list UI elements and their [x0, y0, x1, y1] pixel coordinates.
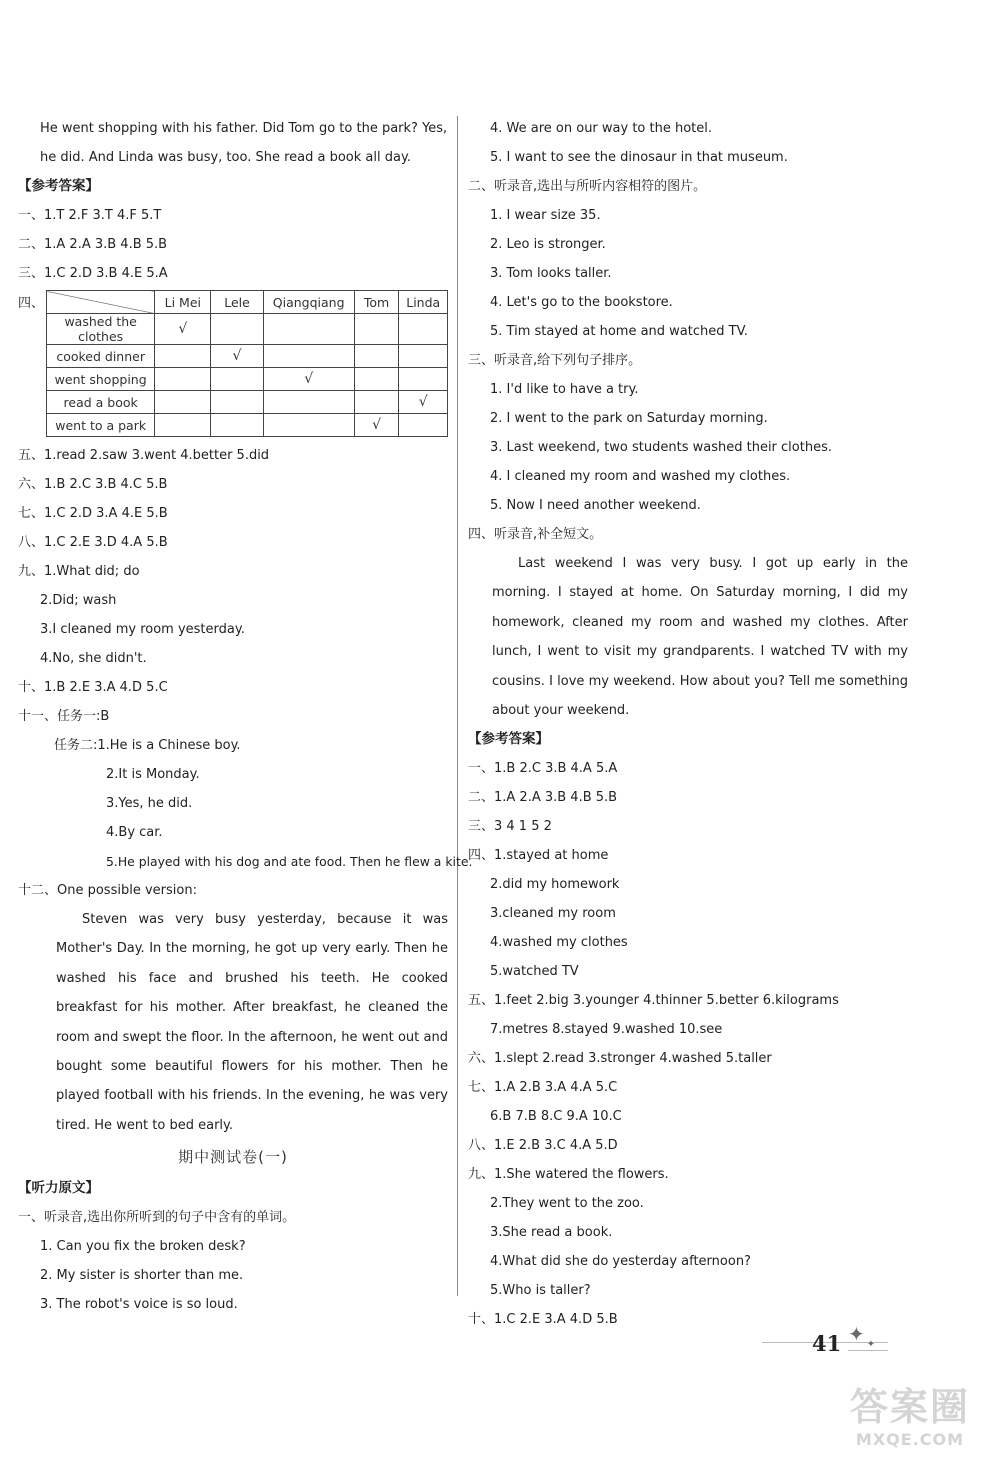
section-four-label: 四、 — [18, 296, 45, 311]
answer-line: 三、1.C 2.D 3.B 4.E 5.A — [18, 266, 168, 281]
table-cell — [155, 345, 211, 368]
answer-subline: 4.washed my clothes — [490, 935, 628, 951]
table-cell — [399, 414, 448, 437]
table-cell — [354, 345, 399, 368]
task-two-line: 3.Yes, he did. — [106, 796, 193, 811]
table-row-label: cooked dinner — [47, 345, 155, 368]
answer-subline: 2.Did; wash — [40, 593, 117, 608]
answer-subline: 6.B 7.B 8.C 9.A 10.C — [490, 1109, 622, 1125]
answer-subline: 5.Who is taller? — [490, 1283, 591, 1299]
listening-item: 2. Leo is stronger. — [490, 237, 606, 252]
table-cell — [155, 414, 211, 437]
answer-line: 二、1.A 2.A 3.B 4.B 5.B — [468, 790, 618, 806]
listening-passage: Last weekend I was very busy. I got up early in the morning. I stayed at home. On Saturday morning, I did my homework, cleaned my room and washed my clothes. After lunch, I went to visit my grandparents. I watched TV with my cousins. I love my weekend. How about you? Tell me something about your weekend. — [492, 556, 908, 719]
table-cell — [263, 345, 354, 368]
answer-line: 九、1.What did; do — [18, 564, 140, 579]
column-divider — [457, 116, 458, 1296]
table-cell: √ — [211, 345, 263, 368]
table-cell — [399, 314, 448, 345]
answer-line: 五、1.read 2.saw 3.went 4.better 5.did — [18, 448, 270, 463]
task-two-line: 4.By car. — [106, 825, 163, 840]
answer-line: 六、1.slept 2.read 3.stronger 4.washed 5.taller — [468, 1051, 772, 1067]
watermark — [830, 1385, 990, 1465]
table-cell — [399, 345, 448, 368]
intro-line: He went shopping with his father. Did Tom go to the park? Yes, — [40, 121, 448, 136]
answer-line: 十、1.B 2.E 3.A 4.D 5.C — [18, 680, 168, 695]
table-row — [47, 314, 448, 345]
table-cell — [354, 368, 399, 391]
answer-subline: 7.metres 8.stayed 9.washed 10.see — [490, 1022, 723, 1038]
table-cell — [211, 368, 263, 391]
sparkle-icon: ✦ $_✦$ — [848, 1322, 876, 1350]
model-essay: Steven was very busy yesterday, because it was Mother's Day. In the morning, he got up very early. Then he washed his face and brushed his teeth. He cooked breakfast for his mother. After breakfast, he cleaned the room and swept the floor. In the afternoon, he went out and bought some beautiful flowers for his mother. Then he played football with his friends. In the evening, he was very tired. He went to bed early. — [56, 912, 448, 1133]
listening-item: 1. Can you fix the broken desk? — [40, 1239, 246, 1255]
midterm-title: 期中测试卷(一) — [178, 1148, 288, 1167]
table-cell: √ — [155, 314, 211, 345]
table-cell — [211, 414, 263, 437]
activity-table — [46, 290, 448, 437]
table-corner — [47, 291, 155, 314]
answer-line: 一、1.B 2.C 3.B 4.A 5.A — [468, 761, 618, 777]
listening-item: 3. Tom looks taller. — [490, 266, 612, 281]
table-cell — [211, 314, 263, 345]
table-cell — [263, 314, 354, 345]
task-two-line: 2.It is Monday. — [106, 767, 200, 782]
table-row — [47, 368, 448, 391]
table-cell — [263, 414, 354, 437]
answer-line: 一、1.T 2.F 3.T 4.F 5.T — [18, 208, 162, 223]
table-header: Qiangqiang — [263, 291, 354, 314]
answers-heading: 【参考答案】 — [18, 178, 99, 194]
answer-line: 二、1.A 2.A 3.B 4.B 5.B — [18, 237, 168, 252]
listening-item: 2. My sister is shorter than me. — [40, 1268, 244, 1284]
answer-subline: 3.cleaned my room — [490, 906, 616, 922]
answer-subline: 5.watched TV — [490, 964, 579, 980]
footer-rule — [848, 1350, 888, 1351]
intro-line: he did. And Linda was busy, too. She read a book all day. — [40, 150, 411, 165]
listening-item: 5. Tim stayed at home and watched TV. — [490, 324, 748, 339]
left-column — [18, 114, 473, 1319]
table-row-label: went to a park — [47, 414, 155, 437]
answer-line: 八、1.C 2.E 3.D 4.A 5.B — [18, 535, 168, 550]
listening-section-title: 三、听录音,给下列句子排序。 — [468, 353, 642, 368]
answer-line: 六、1.B 2.C 3.B 4.C 5.B — [18, 477, 168, 492]
listening-section-title: 四、听录音,补全短文。 — [468, 527, 603, 542]
table-cell: √ — [354, 414, 399, 437]
table-cell: √ — [263, 368, 354, 391]
answer-subline: 2.They went to the zoo. — [490, 1196, 644, 1212]
answer-line: 三、3 4 1 5 2 — [468, 819, 552, 835]
answer-line: 八、1.E 2.B 3.C 4.A 5.D — [468, 1138, 618, 1154]
page-number: 41 — [812, 1331, 842, 1356]
table-cell: √ — [399, 391, 448, 414]
answer-line: 四、1.stayed at home — [468, 848, 609, 864]
table-row — [47, 414, 448, 437]
answer-subline: 4.No, she didn't. — [40, 651, 147, 666]
listening-item: 1. I'd like to have a try. — [490, 382, 639, 397]
table-row — [47, 391, 448, 414]
table-cell — [155, 391, 211, 414]
answer-line: 九、1.She watered the flowers. — [468, 1167, 669, 1183]
listening-section-title: 一、听录音,选出你所听到的句子中含有的单词。 — [18, 1210, 296, 1226]
listening-item: 4. Let's go to the bookstore. — [490, 295, 673, 310]
watermark-url: MXQE.COM — [855, 1430, 965, 1449]
listening-item: 4. We are on our way to the hotel. — [490, 121, 713, 136]
answer-subline: 4.What did she do yesterday afternoon? — [490, 1254, 751, 1270]
answers-heading: 【参考答案】 — [468, 731, 549, 748]
listening-section-title: 二、听录音,选出与所听内容相符的图片。 — [468, 179, 707, 194]
listening-item: 4. I cleaned my room and washed my clothes. — [490, 469, 791, 484]
right-column — [468, 114, 908, 1334]
answer-line: 七、1.C 2.D 3.A 4.E 5.B — [18, 506, 168, 521]
table-header: Li Mei — [155, 291, 211, 314]
answer-line: 七、1.A 2.B 3.A 4.A 5.C — [468, 1080, 618, 1096]
listening-item: 3. Last weekend, two students washed their clothes. — [490, 440, 832, 455]
table-header: Lele — [211, 291, 263, 314]
table-cell — [354, 314, 399, 345]
answer-line: 十二、One possible version: — [18, 883, 197, 898]
table-header: Linda — [399, 291, 448, 314]
section-four — [18, 290, 448, 437]
table-cell — [263, 391, 354, 414]
table-row — [47, 345, 448, 368]
table-header-row — [47, 291, 448, 314]
listening-item: 3. The robot's voice is so loud. — [40, 1297, 238, 1313]
table-cell — [155, 368, 211, 391]
table-cell — [399, 368, 448, 391]
answer-line: 十、1.C 2.E 3.A 4.D 5.B — [468, 1312, 618, 1328]
task-two-line: 5.He played with his dog and ate food. Then he flew a kite. — [106, 854, 473, 869]
listening-item: 5. Now I need another weekend. — [490, 498, 701, 513]
answer-subline: 3.She read a book. — [490, 1225, 613, 1241]
answer-line: 五、1.feet 2.big 3.younger 4.thinner 5.better 6.kilograms — [468, 993, 839, 1009]
listening-item: 1. I wear size 35. — [490, 208, 601, 223]
table-row-label: read a book — [47, 391, 155, 414]
task-two-line: 任务二:1.He is a Chinese boy. — [54, 738, 241, 753]
table-row-label: went shopping — [47, 368, 155, 391]
table-header: Tom — [354, 291, 399, 314]
answer-line: 十一、任务一:B — [18, 709, 110, 724]
table-cell — [354, 391, 399, 414]
answer-subline: 2.did my homework — [490, 877, 620, 893]
table-cell — [211, 391, 263, 414]
answer-subline: 3.I cleaned my room yesterday. — [40, 622, 245, 637]
table-row-label: washed the clothes — [47, 314, 155, 345]
watermark-logo-text: 答案圈 — [849, 1384, 970, 1429]
listening-heading: 【听力原文】 — [18, 1180, 99, 1197]
listening-item: 5. I want to see the dinosaur in that museum. — [490, 150, 788, 165]
listening-item: 2. I went to the park on Saturday morning. — [490, 411, 768, 426]
